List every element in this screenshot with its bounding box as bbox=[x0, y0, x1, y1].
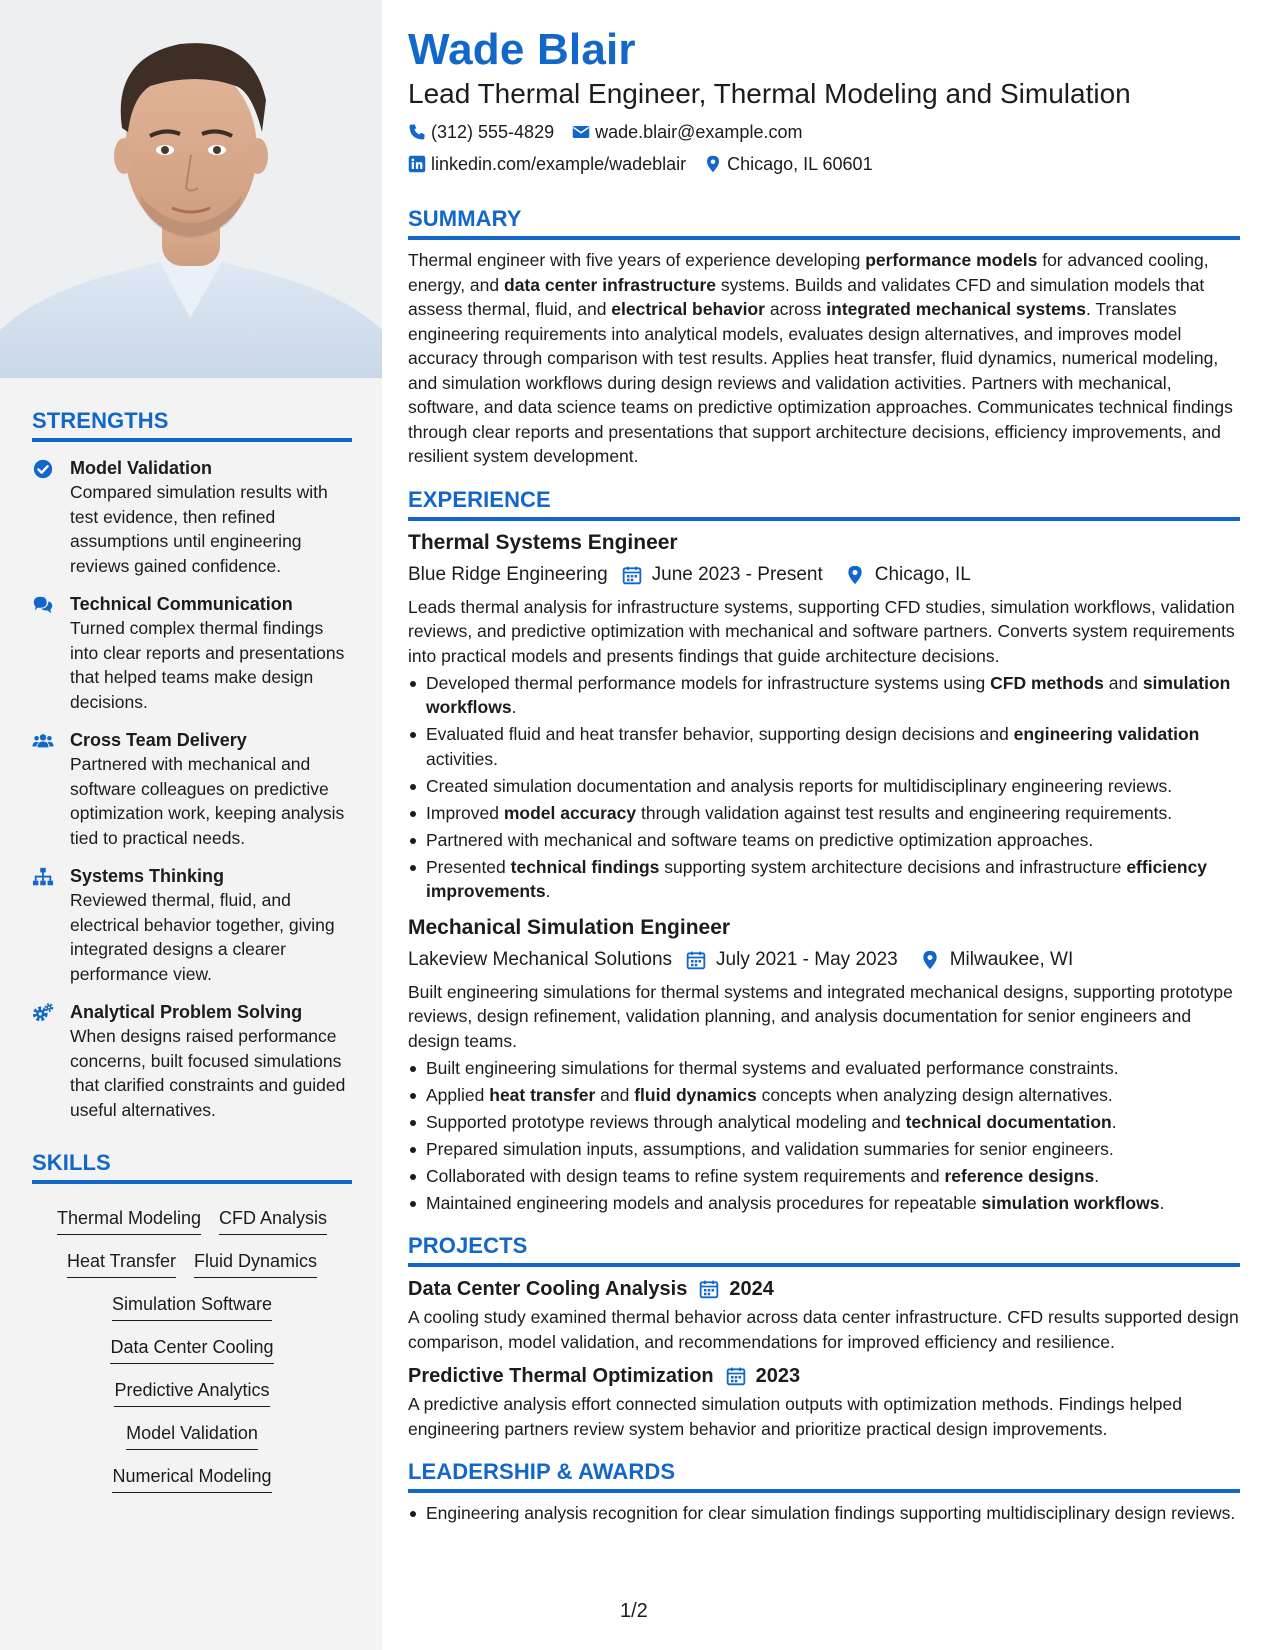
job-bullet: Improved model accuracy through validation against test results and engineering requirements. bbox=[408, 801, 1240, 826]
project-title: Data Center Cooling Analysis bbox=[408, 1278, 688, 1300]
job-dates: June 2023 - Present bbox=[651, 563, 823, 585]
job-dates: July 2021 - May 2023 bbox=[716, 948, 898, 970]
strengths-heading: STRENGTHS bbox=[32, 408, 169, 433]
strengths-rule bbox=[32, 438, 352, 442]
location-text: Chicago, IL 60601 bbox=[727, 154, 873, 174]
leadership-bullet: Engineering analysis recognition for clear simulation findings supporting multidisciplinary design reviews. bbox=[408, 1501, 1240, 1526]
job-bullet: Partnered with mechanical and software teams on predictive optimization approaches. bbox=[408, 828, 1240, 853]
skill-row bbox=[126, 1421, 258, 1450]
skill-tag: Predictive Analytics bbox=[114, 1378, 269, 1407]
project-desc: A predictive analysis effort connected simulation outputs with optimization methods. Findings helped engineering partners review system behavior and prioritize practical design improvements. bbox=[408, 1394, 1182, 1439]
strength-title: Systems Thinking bbox=[70, 866, 225, 886]
strength-desc: Turned complex thermal findings into clear reports and presentations that helped teams make design decisions. bbox=[70, 618, 345, 712]
job-bullet: Evaluated fluid and heat transfer behavior, supporting design decisions and engineering validation activities. bbox=[408, 722, 1240, 771]
leadership-section bbox=[408, 1459, 1240, 1526]
strength-item bbox=[32, 728, 352, 850]
skill-tag: CFD Analysis bbox=[219, 1206, 327, 1235]
skill-tag: Fluid Dynamics bbox=[194, 1249, 317, 1278]
check-circle-icon bbox=[32, 456, 70, 578]
envelope-icon bbox=[572, 123, 590, 141]
job-bullet: Applied heat transfer and fluid dynamics concepts when analyzing design alternatives. bbox=[408, 1083, 1240, 1108]
projects-rule bbox=[408, 1263, 1240, 1267]
skill-row bbox=[112, 1292, 272, 1321]
project-entry bbox=[408, 1362, 1240, 1441]
main-content bbox=[408, 24, 1240, 1526]
job-bullet: Prepared simulation inputs, assumptions, and validation summaries for senior engineers. bbox=[408, 1137, 1240, 1162]
job-meta bbox=[408, 946, 1240, 974]
summary-text: Thermal engineer with five years of experience developing performance models for advanced cooling, energy, and data center infrastructure systems. Builds and validates CFD and simulation models that assess thermal, fluid, and electrical behavior across integrated mechanical systems. Translates engineering requirements into analytical models, evaluates design alternatives, and improves model accuracy through comparison with test results. Applies heat transfer, fluid dynamics, numerical modeling, and simulation workflows during design reviews and validation activities. Partners with mechanical, software, and data science teams on predictive optimization approaches. Communicates technical findings through clear reports and presentations that support architecture decisions, efficiency improvements, and resilient system development. bbox=[408, 250, 1233, 466]
linkedin-text: linkedin.com/example/wadeblair bbox=[431, 154, 687, 174]
job-location: Milwaukee, WI bbox=[949, 948, 1074, 970]
skill-tag: Numerical Modeling bbox=[112, 1464, 271, 1493]
job-bullet: Supported prototype reviews through analytical modeling and technical documentation. bbox=[408, 1110, 1240, 1135]
job-entry bbox=[408, 914, 1240, 1216]
job-company: Lakeview Mechanical Solutions bbox=[408, 948, 673, 970]
summary-section bbox=[408, 206, 1240, 469]
contact-linkedin[interactable] bbox=[408, 152, 686, 176]
experience-section bbox=[408, 487, 1240, 1216]
projects-section bbox=[408, 1233, 1240, 1441]
skill-row bbox=[110, 1335, 273, 1364]
job-bullet: Developed thermal performance models for infrastructure systems using CFD methods and simulation workflows. bbox=[408, 671, 1240, 720]
profile-photo bbox=[0, 0, 382, 378]
linkedin-icon bbox=[408, 155, 426, 173]
job-bullet: Collaborated with design teams to refine system requirements and reference designs. bbox=[408, 1164, 1240, 1189]
job-description: Leads thermal analysis for infrastructure systems, supporting CFD studies, simulation workflows, validation reviews, and predictive optimization with mechanical and software partners. Converts system requirements into practical models and presents findings that guide architecture decisions. bbox=[408, 596, 1235, 666]
leadership-bullets bbox=[408, 1501, 1240, 1526]
strength-title: Technical Communication bbox=[70, 594, 293, 614]
job-title: Thermal Systems Engineer bbox=[408, 530, 678, 554]
skill-tag: Model Validation bbox=[126, 1421, 258, 1450]
strength-desc: Partnered with mechanical and software colleagues on predictive optimization work, keeping analysis tied to practical needs. bbox=[70, 754, 345, 848]
project-desc: A cooling study examined thermal behavior across data center infrastructure. CFD results supported design comparison, model validation, and recommendations for improved efficiency and resilience. bbox=[408, 1307, 1239, 1352]
phone-text: (312) 555-4829 bbox=[431, 122, 555, 142]
job-meta bbox=[408, 561, 1240, 589]
project-title-row bbox=[408, 1362, 1240, 1390]
job-title: Mechanical Simulation Engineer bbox=[408, 915, 731, 939]
sitemap-icon bbox=[32, 864, 70, 986]
strength-desc: When designs raised performance concerns, built focused simulations that clarified constraints and guided useful alternatives. bbox=[70, 1026, 346, 1120]
job-description: Built engineering simulations for thermal systems and integrated mechanical designs, supporting prototype reviews, design refinement, validation planning, and analysis documentation for senior engineers and design teams. bbox=[408, 981, 1233, 1051]
contact-phone[interactable] bbox=[408, 120, 554, 144]
project-title-row bbox=[408, 1275, 1240, 1303]
skill-row bbox=[67, 1249, 317, 1278]
calendar-icon bbox=[699, 1279, 719, 1299]
skill-tag: Heat Transfer bbox=[67, 1249, 176, 1278]
job-company: Blue Ridge Engineering bbox=[408, 563, 608, 585]
experience-rule bbox=[408, 517, 1240, 521]
strength-title: Analytical Problem Solving bbox=[70, 1002, 303, 1022]
leadership-heading: LEADERSHIP & AWARDS bbox=[408, 1459, 676, 1484]
job-bullet: Presented technical findings supporting system architecture decisions and infrastructure efficiency improvements. bbox=[408, 855, 1240, 904]
leadership-rule bbox=[408, 1489, 1240, 1493]
calendar-icon bbox=[726, 1366, 746, 1386]
strength-item bbox=[32, 592, 352, 714]
projects-heading: PROJECTS bbox=[408, 1233, 528, 1258]
project-year: 2023 bbox=[755, 1365, 801, 1387]
job-bullet: Created simulation documentation and analysis reports for multidisciplinary engineering reviews. bbox=[408, 774, 1240, 799]
strength-title: Model Validation bbox=[70, 458, 213, 478]
skill-row bbox=[114, 1378, 269, 1407]
strength-title: Cross Team Delivery bbox=[70, 730, 247, 750]
experience-heading: EXPERIENCE bbox=[408, 486, 551, 512]
calendar-icon bbox=[622, 565, 642, 585]
strength-item bbox=[32, 1000, 352, 1122]
job-bullets bbox=[408, 671, 1240, 904]
skill-row bbox=[112, 1464, 271, 1493]
project-entry bbox=[408, 1275, 1240, 1354]
skill-tag: Thermal Modeling bbox=[57, 1206, 201, 1235]
skills-list bbox=[32, 1192, 352, 1493]
phone-icon bbox=[408, 123, 426, 141]
gears-icon bbox=[32, 1000, 70, 1122]
skill-row bbox=[57, 1206, 327, 1235]
skills-rule bbox=[32, 1180, 352, 1184]
map-pin-icon bbox=[920, 950, 940, 970]
strength-item bbox=[32, 456, 352, 578]
page-number: 1/2 bbox=[620, 1600, 648, 1622]
skill-tag: Data Center Cooling bbox=[110, 1335, 273, 1364]
calendar-icon bbox=[686, 950, 706, 970]
strength-desc: Compared simulation results with test evidence, then refined assumptions until engineering reviews gained confidence. bbox=[70, 482, 328, 576]
skill-tag: Simulation Software bbox=[112, 1292, 272, 1321]
map-pin-icon bbox=[704, 155, 722, 173]
contact-row bbox=[408, 120, 1240, 144]
contact-email[interactable] bbox=[572, 120, 802, 144]
comments-icon bbox=[32, 592, 70, 714]
sidebar bbox=[0, 0, 382, 1650]
job-location: Chicago, IL bbox=[874, 563, 971, 585]
map-pin-icon bbox=[845, 565, 865, 585]
email-text: wade.blair@example.com bbox=[595, 122, 803, 142]
job-bullet: Built engineering simulations for thermal systems and evaluated performance constraints. bbox=[408, 1056, 1240, 1081]
strength-desc: Reviewed thermal, fluid, and electrical behavior together, giving integrated designs a clearer performance view. bbox=[70, 890, 335, 984]
skills-heading: SKILLS bbox=[32, 1150, 111, 1175]
summary-rule bbox=[408, 236, 1240, 240]
strength-item bbox=[32, 864, 352, 986]
project-title: Predictive Thermal Optimization bbox=[408, 1365, 714, 1387]
summary-heading: SUMMARY bbox=[408, 206, 522, 231]
candidate-role: Lead Thermal Engineer, Thermal Modeling and Simulation bbox=[408, 78, 1131, 109]
project-year: 2024 bbox=[729, 1278, 774, 1300]
contact-location bbox=[704, 152, 872, 176]
job-bullets bbox=[408, 1056, 1240, 1216]
job-entry bbox=[408, 529, 1240, 904]
candidate-name: Wade Blair bbox=[408, 25, 636, 74]
job-bullet: Maintained engineering models and analysis procedures for repeatable simulation workflows. bbox=[408, 1191, 1240, 1216]
users-icon bbox=[32, 728, 70, 850]
contact-row bbox=[408, 152, 1240, 176]
